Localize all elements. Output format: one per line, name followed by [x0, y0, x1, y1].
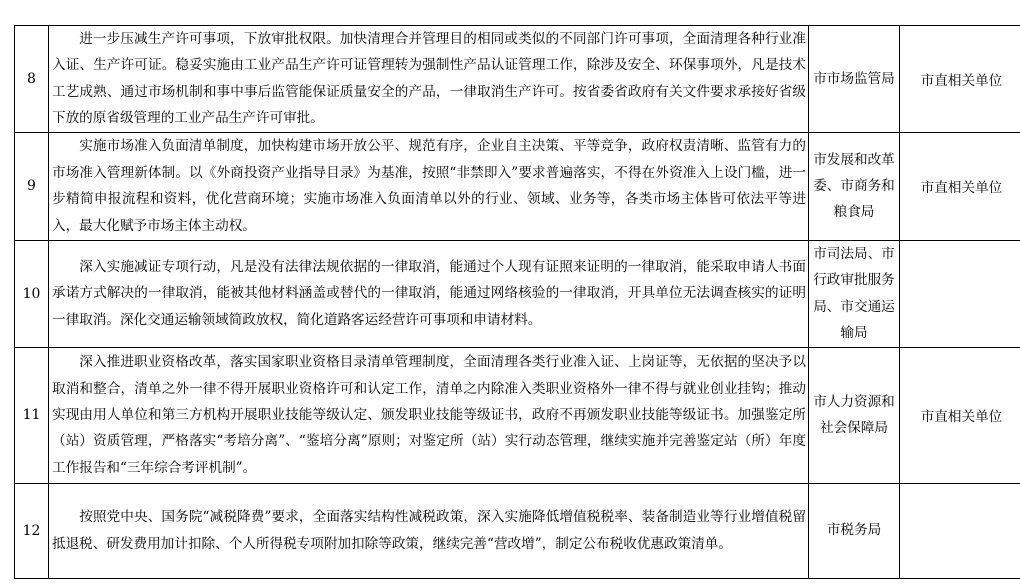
partner-unit: 市直相关单位	[900, 132, 1020, 240]
table-row	[15, 26, 1020, 133]
partner-unit	[900, 483, 1020, 578]
lead-unit: 市税务局	[809, 483, 900, 578]
row-number: 10	[15, 240, 49, 347]
table-row	[15, 132, 1020, 240]
row-content: 深入实施减证专项行动，凡是没有法律法规依据的一律取消，能通过个人现有证照来证明的一律取消，能采取申请人书面承诺方式解决的一律取消，能被其他材料涵盖或替代的一律取消，能通过网络核验的一律取消，开具单位无法调查核实的证明一律取消。深化交通运输领域简政放权，简化道路客运经营许可事项和申请材料。	[49, 240, 809, 347]
row-content: 实施市场准入负面清单制度，加快构建市场开放公平、规范有序，企业自主决策、平等竞争，政府权责清晰、监管有力的市场准入管理新体制。以《外商投资产业指导目录》为基准，按照“非禁即入”要求普遍落实，不得在外资准入上设门槛，进一步精简申报流程和资料，优化营商环境；实施市场准入负面清单以外的行业、领域、业务等，各类市场主体皆可依法平等进入，最大化赋予市场主体主动权。	[49, 132, 809, 240]
row-content: 进一步压减生产许可事项，下放审批权限。加快清理合并管理目的相同或类似的不同部门许可事项，全面清理各种行业准入证、生产许可证。稳妥实施由工业产品生产许可证管理转为强制性产品认证管理工作，除涉及安全、环保事项外，凡是技术工艺成熟、通过市场机制和事中事后监管能保证质量安全的产品，一律取消生产许可。按省委省政府有关文件要求承接好省级下放的原省级管理的工业产品生产许可审批。	[49, 26, 809, 133]
policy-table	[14, 25, 1020, 579]
row-number: 11	[15, 347, 49, 483]
row-content: 深入推进职业资格改革，落实国家职业资格目录清单管理制度，全面清理各类行业准入证、上岗证等，无依据的坚决予以取消和整合，清单之外一律不得开展职业资格许可和认定工作，清单之内除准入类职业资格外一律不得与就业创业挂钩；推动实现由用人单位和第三方机构开展职业技能等级认定、颁发职业技能等级证书，政府不再颁发职业技能等级证书。加强鉴定所（站）资质管理，严格落实“考培分离”、“鉴培分离”原则；对鉴定所（站）实行动态管理，继续实施并完善鉴定站（所）年度工作报告和“三年综合考评机制”。	[49, 347, 809, 483]
lead-unit: 市市场监管局	[809, 26, 900, 133]
row-number: 9	[15, 132, 49, 240]
row-number: 8	[15, 26, 49, 133]
table-row	[15, 240, 1020, 347]
table-row	[15, 347, 1020, 483]
lead-unit: 市人力资源和社会保障局	[809, 347, 900, 483]
partner-unit	[900, 240, 1020, 347]
row-number: 12	[15, 483, 49, 578]
lead-unit: 市发展和改革委、市商务和粮食局	[809, 132, 900, 240]
partner-unit: 市直相关单位	[900, 347, 1020, 483]
lead-unit: 市司法局、市行政审批服务局、市交通运输局	[809, 240, 900, 347]
partner-unit: 市直相关单位	[900, 26, 1020, 133]
table-row	[15, 483, 1020, 578]
row-content: 按照党中央、国务院“减税降费”要求，全面落实结构性减税政策，深入实施降低增值税税率、装备制造业等行业增值税留抵退税、研发费用加计扣除、个人所得税专项附加扣除等政策，继续完善“营改增”，制定公布税收优惠政策清单。	[49, 483, 809, 578]
